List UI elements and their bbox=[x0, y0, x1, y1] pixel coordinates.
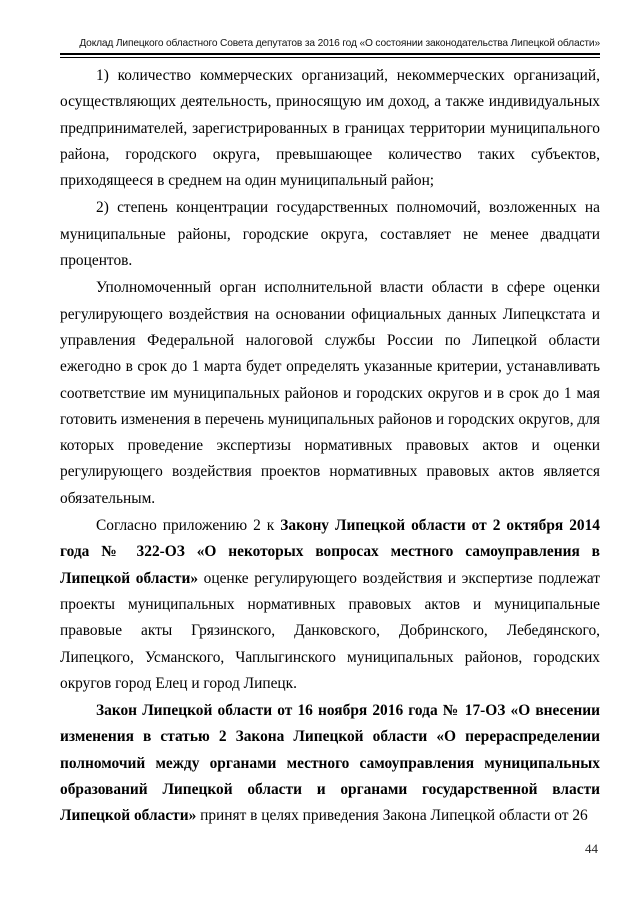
paragraph-authorized-body: Уполномоченный орган исполнительной власти области в сфере оценки регулирующего воздействия на основании официальных данных Липецкстата и управления Федеральной налоговой службы России по Липецкой области ежегодно в срок до 1 марта будет определять указанные критерии, устанавливать соответствие им муниципальных районов и городских округов и в срок до 1 мая готовить изменения в перечень муниципальных районов и городских округов, для которых проведение экспертизы нормативных правовых актов и оценки регулирующего воздействия проектов нормативных правовых актов является обязательным. bbox=[60, 279, 600, 507]
law-reference-17-oz: Закон Липецкой области от 16 ноября 2016 года № 17-ОЗ «О внесении изменения в статью 2 Закона Липецкой области «О перераспределении полномочий между органами местного самоуправления муниципальных образований Липецкой области и органами государственной власти Липецкой области» bbox=[60, 702, 600, 825]
document-body bbox=[60, 63, 600, 830]
paragraph-appendix-2-rest: оценке регулирующего воздействия и экспертизе подлежат проекты муниципальных нормативных правовых актов и муниципальные правовые акты Грязинского, Данковского, Добринского, Лебедянского, Липецкого, Усманского, Чаплыгинского муниципальных районов, городских округов город Елец и город Липецк. bbox=[60, 569, 600, 692]
paragraph-appendix-2-lead: Согласно приложению 2 к bbox=[96, 517, 281, 535]
paragraph-law-17-oz bbox=[60, 698, 600, 829]
law-reference-322-oz: Закону Липецкой области от 2 октября 2014 года № 322-ОЗ «О некоторых вопросах местного самоуправления в Липецкой области» bbox=[60, 517, 600, 587]
header-rule-thick bbox=[60, 53, 600, 55]
running-header: Доклад Липецкого областного Совета депутатов за 2016 год «О состоянии законодательства Липецкой области» bbox=[79, 38, 600, 49]
paragraph-law-17-oz-rest: принят в целях приведения Закона Липецкой области от 26 bbox=[196, 807, 588, 825]
page-number: 44 bbox=[585, 841, 598, 856]
header-rule-thin bbox=[60, 57, 600, 58]
paragraph-criterion-1: 1) количество коммерческих организаций, некоммерческих организаций, осуществляющих деятельность, приносящую им доход, а также индивидуальных предпринимателей, зарегистрированных в границах территории муниципального района, городского округа, превышающее количество таких субъектов, приходящееся в среднем на один муниципальный район; bbox=[60, 67, 600, 190]
paragraph-criterion-2: 2) степень концентрации государственных полномочий, возложенных на муниципальные районы, городские округа, составляет не менее двадцати процентов. bbox=[60, 199, 600, 270]
paragraph-appendix-2 bbox=[60, 513, 600, 697]
